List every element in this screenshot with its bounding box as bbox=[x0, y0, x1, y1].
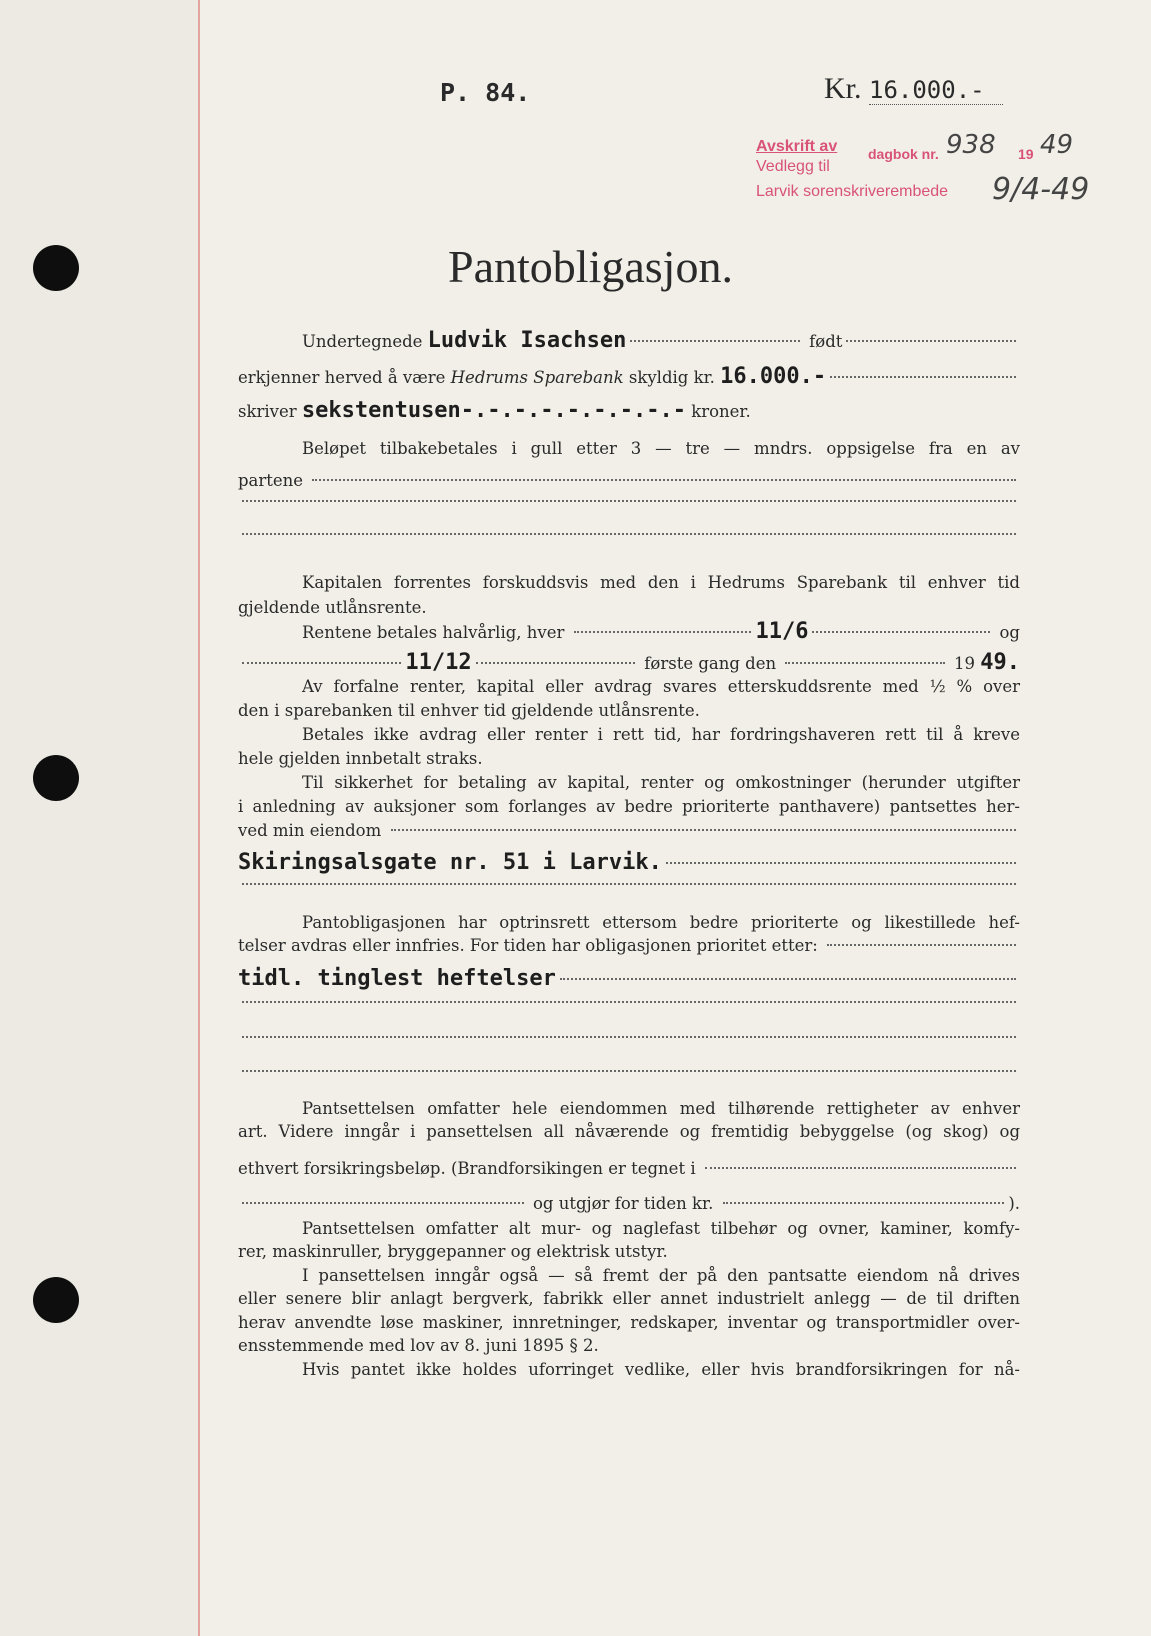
typed-entry: Skiringsalsgate nr. 51 i Larvik. bbox=[238, 850, 662, 875]
amount-header bbox=[824, 72, 1003, 106]
dotted-fill-line bbox=[812, 631, 990, 633]
dotted-fill-line bbox=[666, 862, 1016, 864]
document-line bbox=[238, 748, 1020, 770]
document-line bbox=[238, 438, 1020, 460]
amount-value: 16.000.- bbox=[869, 76, 1003, 105]
document-line bbox=[238, 820, 1020, 842]
line-text: kroner. bbox=[685, 402, 751, 421]
document-line bbox=[238, 700, 1020, 722]
dotted-fill-line bbox=[242, 533, 1016, 535]
document-line bbox=[238, 366, 1020, 389]
stamp-date: 9/4-49 bbox=[992, 172, 1090, 207]
line-text: ved min eiendom bbox=[238, 821, 387, 840]
punch-hole-icon bbox=[33, 1277, 79, 1323]
line-text: Pantsettelsen omfatter hele eiendommen med tilhørende rettigheter av enhver bbox=[302, 1099, 1020, 1118]
line-text: hele gjelden innbetalt straks. bbox=[238, 749, 483, 768]
document-line bbox=[238, 505, 1020, 507]
line-text: Beløpet tilbakebetales i gull etter 3 — tre — mndrs. oppsigelse fra en av bbox=[302, 439, 1020, 458]
dotted-fill-line bbox=[574, 631, 752, 633]
line-text: Undertegnede bbox=[302, 332, 428, 351]
document-line bbox=[238, 330, 1020, 353]
line-text: art. Videre inngår i pansettelsen all nåværende og fremtidig bebyggelse (og skog) og bbox=[238, 1122, 1020, 1141]
dotted-fill-line bbox=[312, 479, 1016, 481]
line-text: ethvert forsikringsbeløp. (Brandforsikingen er tegnet i bbox=[238, 1159, 701, 1178]
line-text: telser avdras eller innfries. For tiden har obligasjonen prioritet etter: bbox=[238, 936, 824, 955]
dotted-fill-line bbox=[830, 376, 1016, 378]
line-text: og utgjør for tiden kr. bbox=[527, 1194, 719, 1213]
document-line bbox=[238, 621, 1020, 644]
document-line bbox=[238, 1312, 1020, 1334]
document-line bbox=[238, 572, 1020, 594]
document-line bbox=[238, 1158, 1020, 1180]
document-line bbox=[238, 1218, 1020, 1240]
dotted-fill-line bbox=[705, 1167, 1016, 1169]
stamp-dagbok-label: dagbok nr. bbox=[868, 146, 939, 162]
stamp-office: Larvik sorenskriverembede bbox=[756, 183, 949, 200]
document-line bbox=[238, 888, 1020, 890]
dotted-fill-line bbox=[242, 500, 1016, 502]
line-text: Rentene betales halvårlig, hver bbox=[302, 623, 570, 642]
document-line bbox=[238, 1098, 1020, 1120]
dotted-fill-line bbox=[242, 1036, 1016, 1038]
line-text: Pantobligasjonen har optrinsrett ettersom bedre prioriterte og likestillede hef- bbox=[302, 913, 1020, 932]
document-line bbox=[238, 1288, 1020, 1310]
document-line bbox=[238, 724, 1020, 746]
line-text: den i sparebanken til enhver tid gjeldende utlånsrente. bbox=[238, 701, 700, 720]
line-text: skyldig kr. bbox=[623, 368, 721, 387]
dotted-fill-line bbox=[723, 1202, 1005, 1204]
document-line bbox=[238, 1006, 1020, 1008]
amount-label: Kr. bbox=[824, 72, 862, 105]
document-line bbox=[238, 1193, 1020, 1215]
line-text: 19 bbox=[948, 654, 981, 673]
document-line bbox=[238, 772, 1020, 794]
stamp-year-prefix: 19 bbox=[1018, 146, 1034, 162]
document-line bbox=[238, 400, 1020, 423]
line-text: Til sikkerhet for betaling av kapital, renter og omkostninger (herunder utgifter bbox=[302, 773, 1020, 792]
dotted-fill-line bbox=[560, 978, 1016, 980]
line-text: partene bbox=[238, 471, 309, 490]
typed-entry: 11/6 bbox=[755, 619, 809, 644]
stamp-line-2: Vedlegg til bbox=[756, 158, 830, 175]
document-line bbox=[238, 597, 1020, 619]
document-line bbox=[238, 1041, 1020, 1043]
line-text: erkjenner herved å være bbox=[238, 368, 451, 387]
document-line bbox=[238, 796, 1020, 818]
punch-hole-icon bbox=[33, 755, 79, 801]
dotted-fill-line bbox=[242, 883, 1016, 885]
line-text: ). bbox=[1008, 1194, 1020, 1213]
document-line bbox=[238, 1075, 1020, 1077]
line-text: Kapitalen forrentes forskuddsvis med den i Hedrums Sparebank til enhver tid bbox=[302, 573, 1020, 592]
typed-entry: 49. bbox=[980, 650, 1021, 675]
dotted-fill-line bbox=[846, 340, 1016, 342]
document-line bbox=[238, 912, 1020, 934]
stamp-year-suffix: 49 bbox=[1040, 130, 1074, 160]
document-line bbox=[238, 652, 1020, 675]
document-line bbox=[238, 1121, 1020, 1143]
document-line bbox=[238, 935, 1020, 957]
dotted-fill-line bbox=[242, 1001, 1016, 1003]
line-text: Hedrums Sparebank bbox=[450, 368, 624, 387]
line-text: herav anvendte løse maskiner, innretninger, redskaper, inventar og transportmidler over- bbox=[238, 1313, 1020, 1332]
dotted-fill-line bbox=[476, 662, 635, 664]
typed-entry: tidl. tinglest heftelser bbox=[238, 966, 556, 991]
line-text: ensstemmende med lov av 8. juni 1895 § 2. bbox=[238, 1336, 599, 1355]
document-line bbox=[238, 1335, 1020, 1357]
document-line bbox=[238, 1359, 1020, 1381]
document-title: Pantobligasjon. bbox=[448, 241, 733, 292]
typed-entry: 11/12 bbox=[405, 650, 472, 675]
dotted-fill-line bbox=[630, 340, 800, 342]
document-line bbox=[238, 538, 1020, 540]
line-text: Betales ikke avdrag eller renter i rett tid, har fordringshaveren rett til å kreve bbox=[302, 725, 1020, 744]
stamp-line-1: Avskrift av bbox=[756, 138, 838, 155]
document-line bbox=[238, 470, 1020, 492]
line-text: skriver bbox=[238, 402, 302, 421]
dotted-fill-line bbox=[827, 944, 1016, 946]
line-text: Av forfalne renter, kapital eller avdrag svares etterskuddsrente med ½ % over bbox=[302, 677, 1020, 696]
typed-entry: 16.000.- bbox=[720, 364, 827, 389]
dotted-fill-line bbox=[391, 829, 1016, 831]
dagbok-number: 938 bbox=[946, 130, 996, 160]
document-line bbox=[238, 852, 1020, 874]
line-text: eller senere blir anlagt bergverk, fabrikk eller annet industrielt anlegg — de til driften bbox=[238, 1289, 1020, 1308]
typed-entry: Ludvik Isachsen bbox=[427, 328, 627, 353]
line-text: Pantsettelsen omfatter alt mur- og naglefast tilbehør og ovner, kaminer, komfy- bbox=[302, 1219, 1020, 1238]
registry-stamp bbox=[756, 130, 1096, 218]
line-text: gjeldende utlånsrente. bbox=[238, 598, 427, 617]
line-text: og bbox=[994, 623, 1020, 642]
line-text: Hvis pantet ikke holdes uforringet vedlike, eller hvis brandforsikringen for nå- bbox=[302, 1360, 1020, 1379]
line-text: i anledning av auksjoner som forlanges av bedre prioriterte panthavere) pantsettes her- bbox=[238, 797, 1020, 816]
document-line bbox=[238, 1241, 1020, 1263]
typed-entry: sekstentusen-.-.-.-.-.-.-.-.- bbox=[301, 398, 686, 423]
dotted-fill-line bbox=[242, 1202, 524, 1204]
dotted-fill-line bbox=[785, 662, 944, 664]
line-text: første gang den bbox=[639, 654, 782, 673]
dotted-fill-line bbox=[242, 662, 401, 664]
line-text: rer, maskinruller, bryggepanner og elektrisk utstyr. bbox=[238, 1242, 668, 1261]
dotted-fill-line bbox=[242, 1070, 1016, 1072]
line-text: født bbox=[803, 332, 843, 351]
document-line bbox=[238, 1265, 1020, 1287]
page-reference: P. 84. bbox=[440, 78, 531, 107]
line-text: I pansettelsen inngår også — så fremt der på den pantsatte eiendom nå drives bbox=[302, 1266, 1020, 1285]
document-line bbox=[238, 676, 1020, 698]
document-line bbox=[238, 968, 1020, 990]
